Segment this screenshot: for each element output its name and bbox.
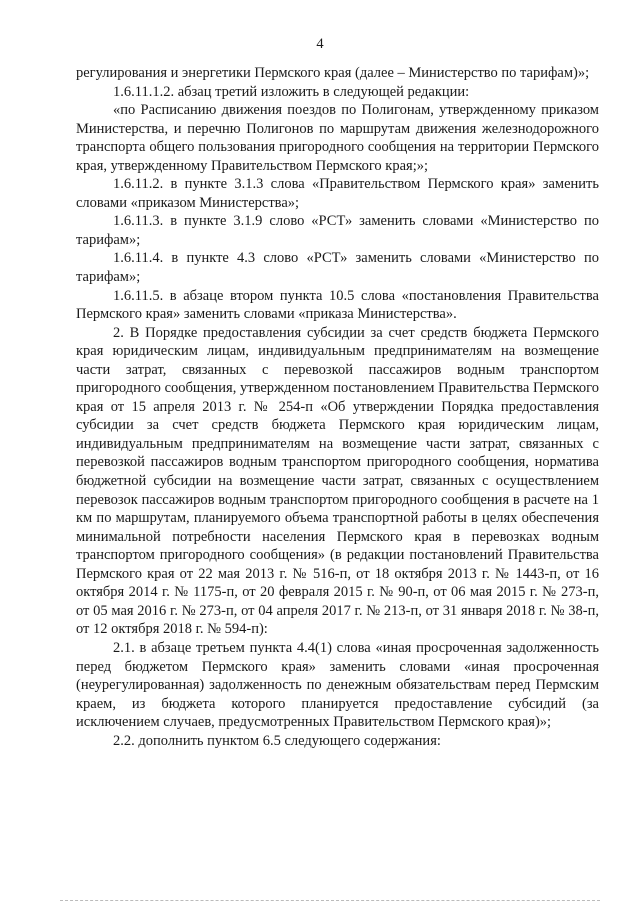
page-number: 4 <box>316 36 324 52</box>
paragraph: 2.1. в абзаце третьем пункта 4.4(1) слова «иная просроченная задолженность перед бюджетом Пермского края» заменить словами «иная просроченная (неурегулированная) задолженность по денежным обязательствам перед Пермским краем, из бюджета которого планируется предоставление субсидий (за исключением случаев, предусмотренных Правительством Пермского края)»; <box>76 639 599 731</box>
paragraph: 1.6.11.4. в пункте 4.3 слово «РСТ» заменить словами «Министерство по тарифам»; <box>76 250 599 286</box>
document-body <box>76 64 599 750</box>
paragraph: 1.6.11.5. в абзаце втором пункта 10.5 слова «постановления Правительства Пермского края» заменить словами «приказа Министерства». <box>76 287 599 323</box>
paragraph: «по Расписанию движения поездов по Полигонам, утвержденному приказом Министерства, и перечню Полигонов по маршрутам движения железнодорожного транспорта общего пользования пригородного сообщения на территории Пермского края, утвержденному Правительством Пермского края;»; <box>76 102 599 174</box>
paragraph: 1.6.11.2. в пункте 3.1.3 слова «Правительством Пермского края» заменить словами «приказом Министерства»; <box>76 176 599 211</box>
bottom-edge-rule <box>60 900 600 901</box>
paragraph: 1.6.11.1.2. абзац третий изложить в следующей редакции: <box>113 83 470 100</box>
paragraph: 1.6.11.3. в пункте 3.1.9 слово «РСТ» заменить словами «Министерство по тарифам»; <box>76 213 599 248</box>
paragraph: 2.2. дополнить пунктом 6.5 следующего содержания: <box>113 732 441 749</box>
paragraph: 2. В Порядке предоставления субсидии за счет средств бюджета Пермского края юридическим лицам, индивидуальным предпринимателям на возмещение части затрат, связанных с перевозкой пассажиров водным транспортом пригородного сообщения, утвержденном постановлением Правительства Пермского края от 15 апреля 2013 г. № 254-п «Об утверждении Порядка предоставления субсидии за счет средств бюджета Пермского края юридическим лицам, индивидуальным предпринимателям на возмещение части затрат, связанных с перевозкой пассажиров водным транспортом пригородного сообщения, норматива бюджетной субсидии на возмещение части затрат, связанных с осуществлением перевозок пассажиров водным транспортом пригородного сообщения в расчете на 1 км по маршрутам, планируемого объема транспортной работы в целях обеспечения минимальной потребности населения Пермского края в перевозках водным транспортом пригородного сообщения» (в редакции постановлений Правительства Пермского края от 22 мая 2013 г. № 516-п, от 18 октября 2013 г. № 1443-п, от 16 октября 2014 г. № 1175-п, от 20 февраля 2015 г. № 90-п, от 06 мая 2015 г. № 273-п, от 05 мая 2016 г. № 273-п, от 04 апреля 2017 г. № 213-п, от 31 января 2018 г. № 38-п, от 12 октября 2018 г. № 594-п): <box>76 324 599 638</box>
paragraph: регулирования и энергетики Пермского края (далее – Министерство по тарифам)»; <box>76 65 590 81</box>
